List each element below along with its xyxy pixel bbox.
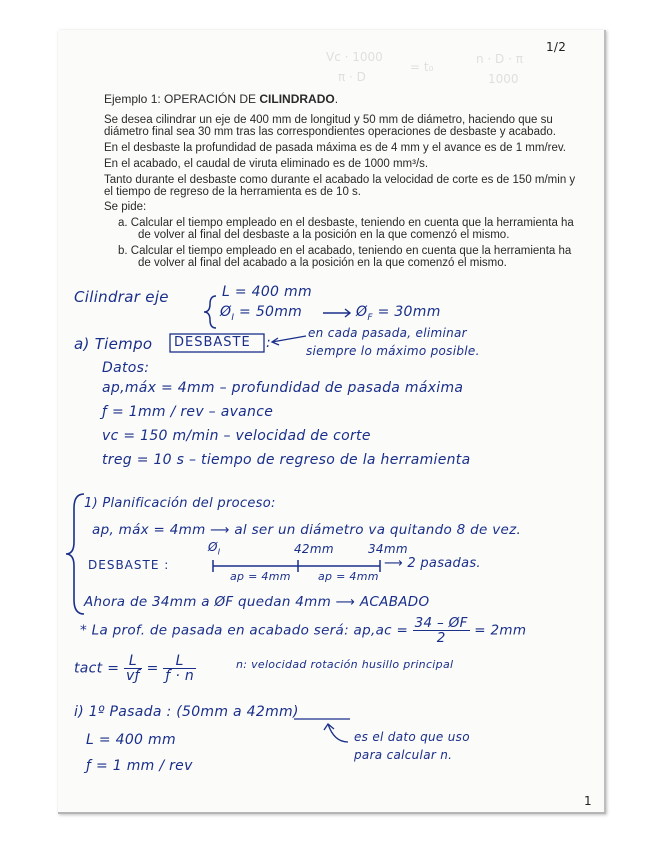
- hw-section-a-title: a) Tiempo: [74, 335, 153, 353]
- hw-pasada-L: L = 400 mm: [86, 732, 176, 748]
- hw-dato-ap: ap,máx = 4mm – profundidad de pasada máxima: [102, 380, 464, 396]
- hw-note-dato: es el dato que uso: [354, 730, 470, 744]
- statement-line: el tiempo de regreso de la herramienta es de 10 s.: [104, 186, 361, 198]
- hw-desbaste-label: DESBASTE :: [88, 558, 170, 572]
- hw-colon: :: [266, 335, 272, 351]
- hw-initial-diameter: $Ø_I = 50mm$: [220, 304, 303, 323]
- hw-dato-vc: vc = 150 m/min – velocidad de corte: [102, 428, 371, 444]
- hw-tact-frac1: $\frac{L}{vƒ}$: [126, 653, 140, 684]
- statement-line: Se pide:: [104, 201, 147, 213]
- statement-line: Se desea cilindrar un eje de 400 mm de longitud y 50 mm de diámetro, haciendo que su: [104, 114, 553, 126]
- exercise-title: Ejemplo 1: OPERACIÓN DE CILINDRADO.: [104, 92, 339, 106]
- hw-diagram-ap1: ap = 4mm: [230, 570, 291, 583]
- document-sheet: [58, 30, 606, 814]
- ghost-text: = t₀: [410, 60, 434, 74]
- hw-final-diameter: $Ø_F = 30mm$: [356, 304, 441, 323]
- ink-drawings: [58, 30, 604, 812]
- hw-planificacion: 1) Planificación del proceso:: [84, 496, 276, 511]
- hw-note-maximo-2: siempre lo máximo posible.: [306, 344, 480, 358]
- hw-diagram-34: 34mm: [368, 542, 408, 556]
- hw-prof-fraction: $\frac{34 - ØF}{2}$: [414, 615, 468, 646]
- question-a-cont: de volver al final del desbaste a la posición en la que comenzó el mismo.: [138, 229, 510, 241]
- hw-pasada-f: ƒ = 1 mm / rev: [86, 758, 193, 774]
- statement-line: En el desbaste la profundidad de pasada máxima es de 4 mm y el avance es de 1 mm/rev.: [104, 142, 566, 154]
- hw-tact-note: n: velocidad rotación husillo principal: [236, 658, 454, 671]
- hw-desbaste-boxed: DESBASTE: [174, 335, 251, 350]
- hw-diagram-ap2: ap = 4mm: [318, 570, 379, 583]
- hw-tact-frac2: $\frac{L}{ƒ \cdot n}$: [165, 653, 195, 684]
- page-number-bottom: 1: [584, 794, 592, 808]
- hw-dato-f: ƒ = 1mm / rev – avance: [102, 404, 274, 420]
- statement-line: En el acabado, el caudal de viruta eliminado es de 1000 mm³/s.: [104, 158, 429, 170]
- hw-dato-treg: treg = 10 s – tiempo de regreso de la herramienta: [102, 452, 471, 468]
- hw-note-dato-2: para calcular n.: [354, 748, 453, 762]
- statement-line: diámetro final sea 30 mm tras las correspondientes operaciones de desbaste y acabado.: [104, 126, 556, 138]
- hw-note-maximo: en cada pasada, eliminar: [308, 326, 467, 340]
- hw-ap-max: ap, máx = 4mm ⟶ al ser un diámetro va quitando 8 de vez.: [92, 522, 522, 538]
- hw-ahora-acabado: Ahora de 34mm a ØF quedan 4mm ⟶ ACABADO: [84, 594, 430, 610]
- ghost-text: Vc · 1000: [326, 50, 383, 64]
- question-b: b. Calcular el tiempo empleado en el acabado, teniendo en cuenta que la herramienta ha: [118, 245, 572, 257]
- question-a: a. Calcular el tiempo empleado en el desbaste, teniendo en cuenta que la herramienta ha: [118, 217, 574, 229]
- ghost-text: π · D: [338, 70, 366, 84]
- question-b-cont: de volver al final del acabado a la posición en la que comenzó el mismo.: [138, 257, 507, 269]
- hw-diagram-42: 42mm: [294, 542, 334, 556]
- hw-primera-pasada: i) 1º Pasada : (50mm a 42mm): [74, 704, 299, 720]
- hw-diagram-result: ⟶ 2 pasadas.: [384, 556, 481, 571]
- hw-cilindrar: Cilindrar eje: [74, 288, 169, 306]
- ghost-text: 1000: [488, 72, 519, 86]
- statement-line: Tanto durante el desbaste como durante el acabado la velocidad de corte es de 150 m/min y: [104, 174, 576, 186]
- hw-length: L = 400 mm: [222, 284, 312, 300]
- hw-prof-acabado: * La prof. de pasada en acabado será: ap,ac = $\frac{34 - ØF}{2}$ = 2mm: [80, 615, 527, 646]
- hw-tact-formula: tact = $\frac{L}{vƒ}$ = $\frac{L}{ƒ \cdot n}$: [74, 653, 195, 684]
- hw-diagram-phi: $Ø_I$: [208, 540, 221, 557]
- hw-datos: Datos:: [102, 360, 150, 376]
- ghost-text: n · D · π: [476, 52, 523, 66]
- page-number-top: 1/2: [546, 40, 567, 54]
